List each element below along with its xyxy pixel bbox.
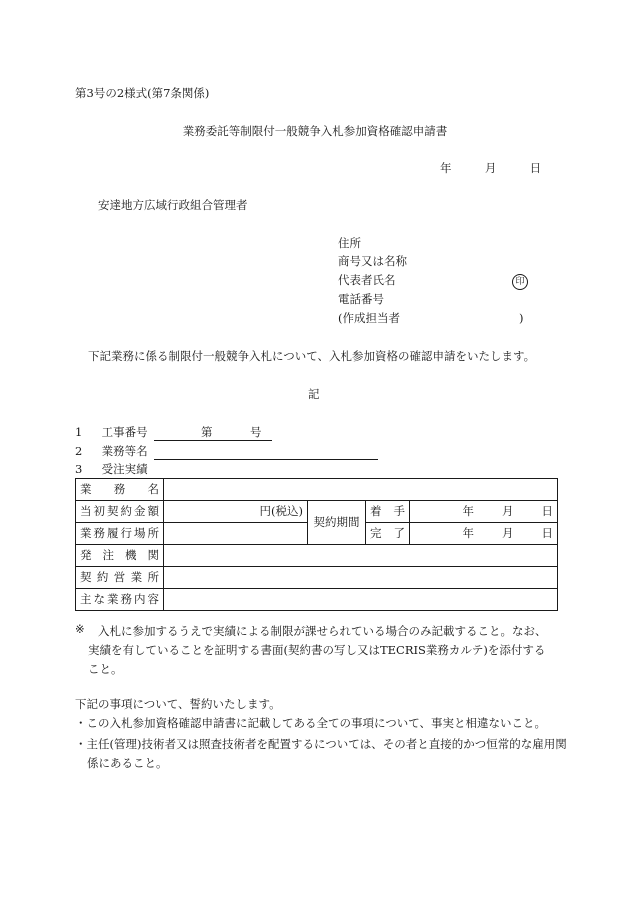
date-line xyxy=(440,161,541,176)
contract-amount-value[interactable] xyxy=(164,501,308,523)
applicant-phone: 電話番号 xyxy=(338,292,384,306)
date-day: 日 xyxy=(529,161,542,175)
item-1-dai: 第 xyxy=(201,425,213,439)
applicant-representative: 代表者氏名 xyxy=(338,273,396,287)
item-3-num: 3 xyxy=(75,462,83,476)
ki-heading: 記 xyxy=(308,387,320,401)
end-date-value[interactable] xyxy=(410,523,558,545)
location-value[interactable] xyxy=(164,523,308,545)
item-2-label: 業務等名 xyxy=(101,444,148,458)
note-text: 入札に参加するうえで実績による制限が課せられている場合のみ記載すること。なお、実績を有していることを証明する書面(契約書の写し又はTECRIS業務カルテ)を添付すること。 xyxy=(88,624,547,676)
main-content-label: 主な業務内容 xyxy=(76,589,164,611)
date-month: 月 xyxy=(484,161,497,175)
item-1-go: 号 xyxy=(250,425,262,439)
client-value[interactable] xyxy=(164,545,558,567)
intro-text: 下記業務に係る制限付一般競争入札について、入札参加資格の確認申請をいたします。 xyxy=(88,349,536,363)
pledge-bullet-1: ・この入札参加資格確認申請書に記載してある全ての事項について、事実と相違ないこと。 xyxy=(75,716,547,730)
item-1 xyxy=(75,425,148,440)
pledge-bullet-2: ・主任(管理)技術者又は照査技術者を配置するについては、その者と直接的かつ恒常的な雇用関係にあること。 xyxy=(75,737,567,770)
applicant-contact-close: ) xyxy=(519,311,524,325)
applicant-contact-person: (作成担当者 xyxy=(338,311,400,325)
main-content-value[interactable] xyxy=(164,589,558,611)
note-mark: ※ xyxy=(75,622,85,636)
start-date-value[interactable] xyxy=(410,501,558,523)
item-2 xyxy=(75,444,148,459)
start-label: 着手 xyxy=(366,501,410,523)
item-2-num: 2 xyxy=(75,444,83,458)
end-date-ymd: 年 月 日 xyxy=(462,526,553,541)
table-row xyxy=(76,501,558,523)
business-name-value[interactable] xyxy=(164,479,558,501)
addressee: 安達地方広域行政組合管理者 xyxy=(98,198,248,212)
item-1-label: 工事番号 xyxy=(101,425,148,439)
document-title: 業務委託等制限付一般競争入札参加資格確認申請書 xyxy=(182,124,448,138)
table-row xyxy=(76,479,558,501)
contract-period-label: 契約期間 xyxy=(308,501,366,545)
pledge-intro: 下記の事項について、誓約いたします。 xyxy=(75,697,281,711)
table-row xyxy=(76,545,558,567)
date-year: 年 xyxy=(440,161,452,175)
item-1-num: 1 xyxy=(75,425,83,439)
business-name-label: 業務名 xyxy=(76,479,164,501)
client-label: 発注機関 xyxy=(76,545,164,567)
contract-office-label: 契約営業所 xyxy=(76,567,164,589)
table-row xyxy=(76,589,558,611)
applicant-company-name: 商号又は名称 xyxy=(338,254,407,268)
item-2-field xyxy=(154,444,378,460)
table-row xyxy=(76,567,558,589)
location-label: 業務履行場所 xyxy=(76,523,164,545)
form-number: 第3号の2様式(第7条関係) xyxy=(75,86,210,100)
seal-mark: 印 xyxy=(512,273,528,290)
applicant-address: 住所 xyxy=(338,236,361,250)
item-3 xyxy=(75,462,148,477)
item-1-field xyxy=(154,425,272,441)
end-label: 完了 xyxy=(366,523,410,545)
initial-contract-amount-label: 当初契約金額 xyxy=(76,501,164,523)
contract-office-value[interactable] xyxy=(164,567,558,589)
start-date-ymd: 年 月 日 xyxy=(462,504,553,519)
results-table xyxy=(75,478,558,611)
item-3-label: 受注実績 xyxy=(101,462,148,476)
yen-tax-label: 円(税込) xyxy=(259,504,303,519)
